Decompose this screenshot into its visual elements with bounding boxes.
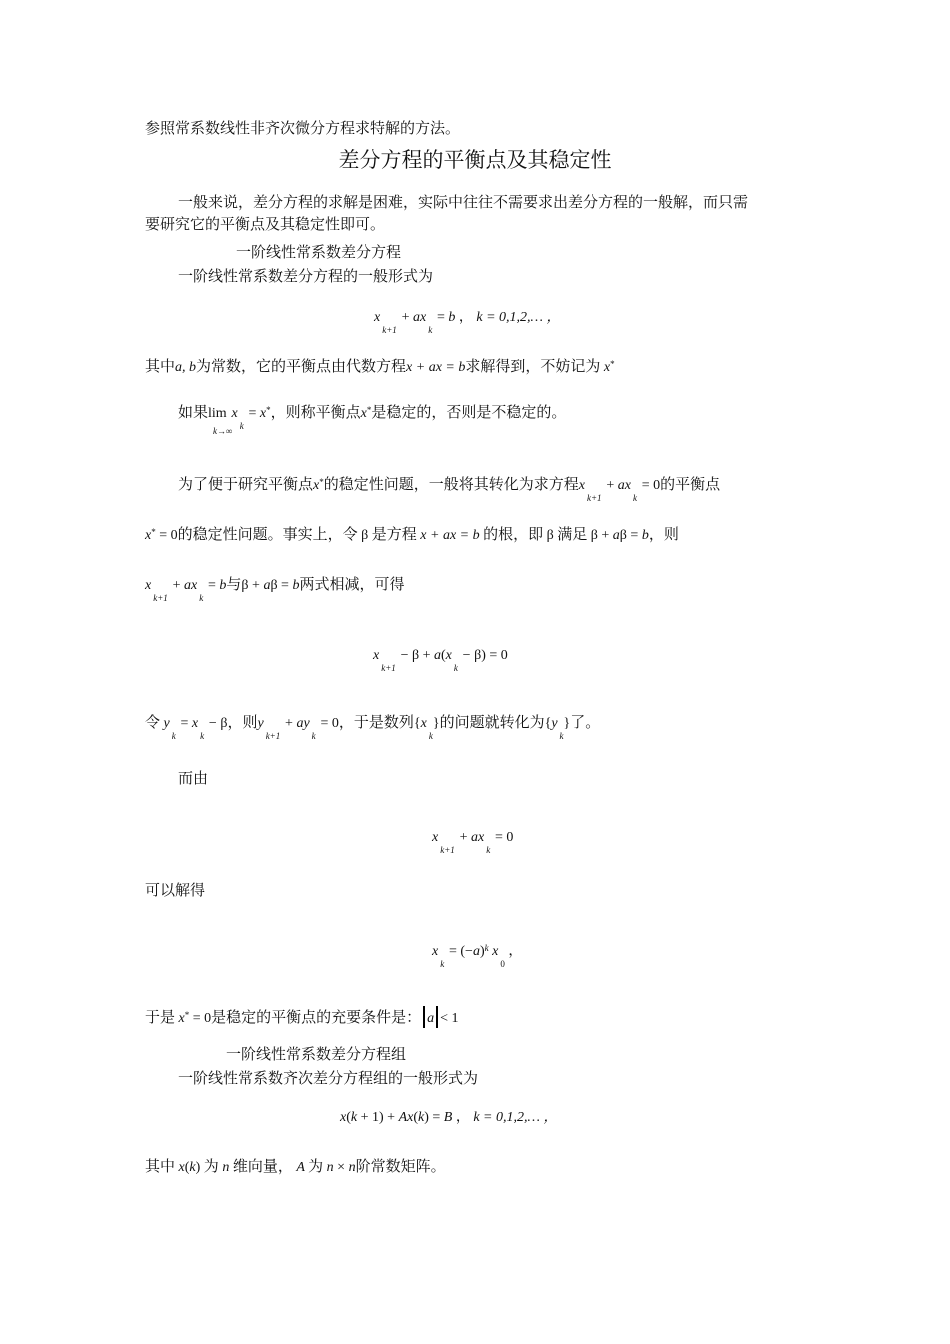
sec1-intro: 一阶线性常系数差分方程的一般形式为 (178, 267, 434, 285)
equation-difference: $x_{k+1} - \beta + a(x_k - \beta) = 0$ (373, 648, 508, 673)
and-by-line: 而由 (178, 769, 209, 787)
heading-first-order-system: 一阶线性常系数差分方程组 (226, 1045, 407, 1063)
para5-line: $x_{k+1} + ax_k = b$与β + aβ = b两式相减，可得 (145, 575, 405, 603)
eq1-k-range: k = 0,1,2,… ， (476, 310, 561, 325)
substitution-line: 令 $y_k = x_k - \beta$，则$y_{k+1} + ay_k = 0$，于是数列$\{x_k\}$的问题就转化为$\{y_k\}$了。 (145, 713, 601, 741)
sec2-intro: 一阶线性常系数齐次差分方程组的一般形式为 (178, 1069, 479, 1087)
para1-line2: 要研究它的平衡点及其稳定性即可。 (145, 215, 386, 233)
limit-subscript: k→∞ (213, 426, 233, 436)
equation-solution: $x_k = (-a)^k$ $x_0$ ， (432, 943, 523, 969)
para4-line: x* = 0的稳定性问题。事实上，令 β 是方程 x + ax = b 的根，即 β 满足 β + aβ = b，则 (145, 525, 679, 543)
equation-homogeneous: $x_{k+1} + ax_k = 0$ (432, 830, 514, 855)
last-line: 其中 x(k) 为 n 维向量， A 为 n × n阶常数矩阵。 (145, 1157, 446, 1175)
can-solve-line: 可以解得 (145, 881, 206, 899)
section-title: 差分方程的平衡点及其稳定性 (338, 148, 612, 172)
equation-system: x(k + 1) + Ax(k) = B ， k = 0,1,2,… ， (340, 1110, 558, 1125)
para3-line: 为了便于研究平衡点x*的稳定性问题，一般将其转化为求方程$x_{k+1} + ax_k = 0$的平衡点 (178, 475, 721, 503)
intro-line: 参照常系数线性非齐次微分方程求特解的方法。 (145, 119, 461, 137)
where-line: 其中a, b为常数，它的平衡点由代数方程x + ax = b求解得到，不妨记为 x* (145, 357, 615, 375)
stability-condition: 于是 x* = 0是稳定的平衡点的充要条件是： a < 1 (145, 1008, 459, 1026)
stability-definition: 如果$\lim x_k = x^*$，则称平衡点x*是稳定的，否则是不稳定的。 (178, 403, 567, 431)
heading-first-order-equation: 一阶线性常系数差分方程 (236, 243, 402, 261)
equation-general-form: $x_{k+1} + ax_k = b$ ， k = 0,1,2,… ， (374, 310, 561, 335)
para1-line1: 一般来说，差分方程的求解是困难，实际中往往不需要求出差分方程的一般解，而只需 (178, 193, 749, 211)
eq-sys-k-range: k = 0,1,2,… ， (473, 1110, 558, 1125)
